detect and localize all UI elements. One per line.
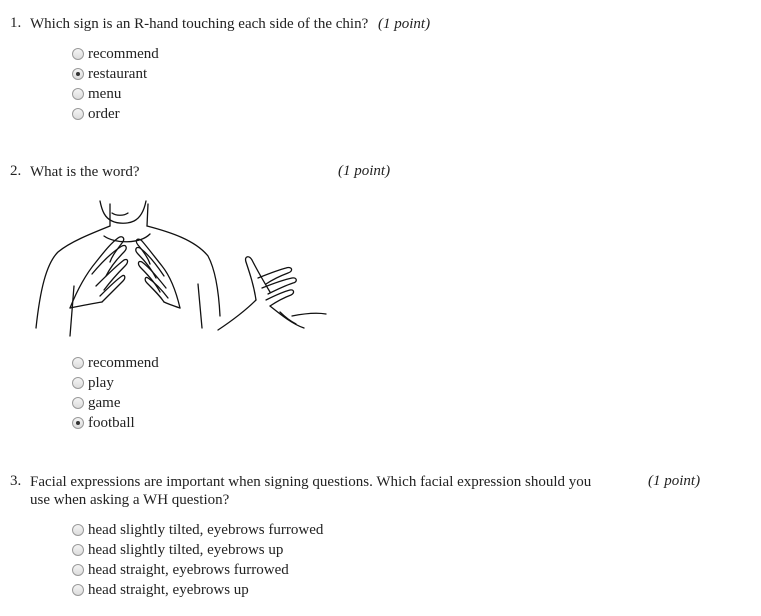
option[interactable] — [72, 44, 159, 64]
option[interactable] — [72, 353, 159, 373]
question-text: Which sign is an R-hand touching each side of the chin? (1 point) — [30, 16, 431, 32]
option-label: restaurant — [88, 65, 148, 82]
option-label: recommend — [88, 354, 159, 371]
option-label: order — [88, 105, 120, 122]
radio-button[interactable] — [72, 584, 84, 596]
points-label: (1 point) — [338, 163, 391, 179]
radio-button[interactable] — [72, 357, 84, 369]
points-label: (1 point) — [648, 473, 701, 489]
points-label: (1 point) — [378, 16, 431, 32]
option[interactable] — [72, 560, 323, 580]
radio-button[interactable] — [72, 108, 84, 120]
radio-button[interactable] — [72, 544, 84, 556]
radio-button[interactable] — [72, 48, 84, 60]
question-number: 3. — [10, 473, 22, 489]
option[interactable] — [72, 104, 159, 124]
question-number: 1. — [10, 15, 22, 31]
option-label: head straight, eyebrows up — [88, 581, 249, 598]
option[interactable] — [72, 393, 159, 413]
option-label: game — [88, 394, 121, 411]
radio-button[interactable] — [72, 377, 84, 389]
option[interactable] — [72, 413, 159, 433]
option-label: recommend — [88, 45, 159, 62]
radio-button-selected[interactable] — [72, 68, 84, 80]
football-sign-illustration — [30, 196, 330, 341]
option[interactable] — [72, 64, 159, 84]
radio-button[interactable] — [72, 397, 84, 409]
option-label: head slightly tilted, eyebrows furrowed — [88, 521, 324, 538]
option-label: head straight, eyebrows furrowed — [88, 561, 289, 578]
options-list — [72, 44, 159, 124]
question-text: Facial expressions are important when signing questions. Which facial expression should you use when asking a WH question? — [30, 474, 592, 508]
radio-button[interactable] — [72, 564, 84, 576]
option-label: play — [88, 374, 114, 391]
option-label: head slightly tilted, eyebrows up — [88, 541, 284, 558]
radio-button-selected[interactable] — [72, 417, 84, 429]
option[interactable] — [72, 84, 159, 104]
radio-button[interactable] — [72, 88, 84, 100]
option[interactable] — [72, 520, 323, 540]
question-text: What is the word? — [30, 164, 140, 180]
option[interactable] — [72, 373, 159, 393]
radio-button[interactable] — [72, 524, 84, 536]
option[interactable] — [72, 580, 323, 600]
options-list — [72, 353, 159, 433]
option-label: menu — [88, 85, 122, 102]
options-list — [72, 520, 323, 600]
option[interactable] — [72, 540, 323, 560]
option-label: football — [88, 414, 135, 431]
question-number: 2. — [10, 163, 22, 179]
